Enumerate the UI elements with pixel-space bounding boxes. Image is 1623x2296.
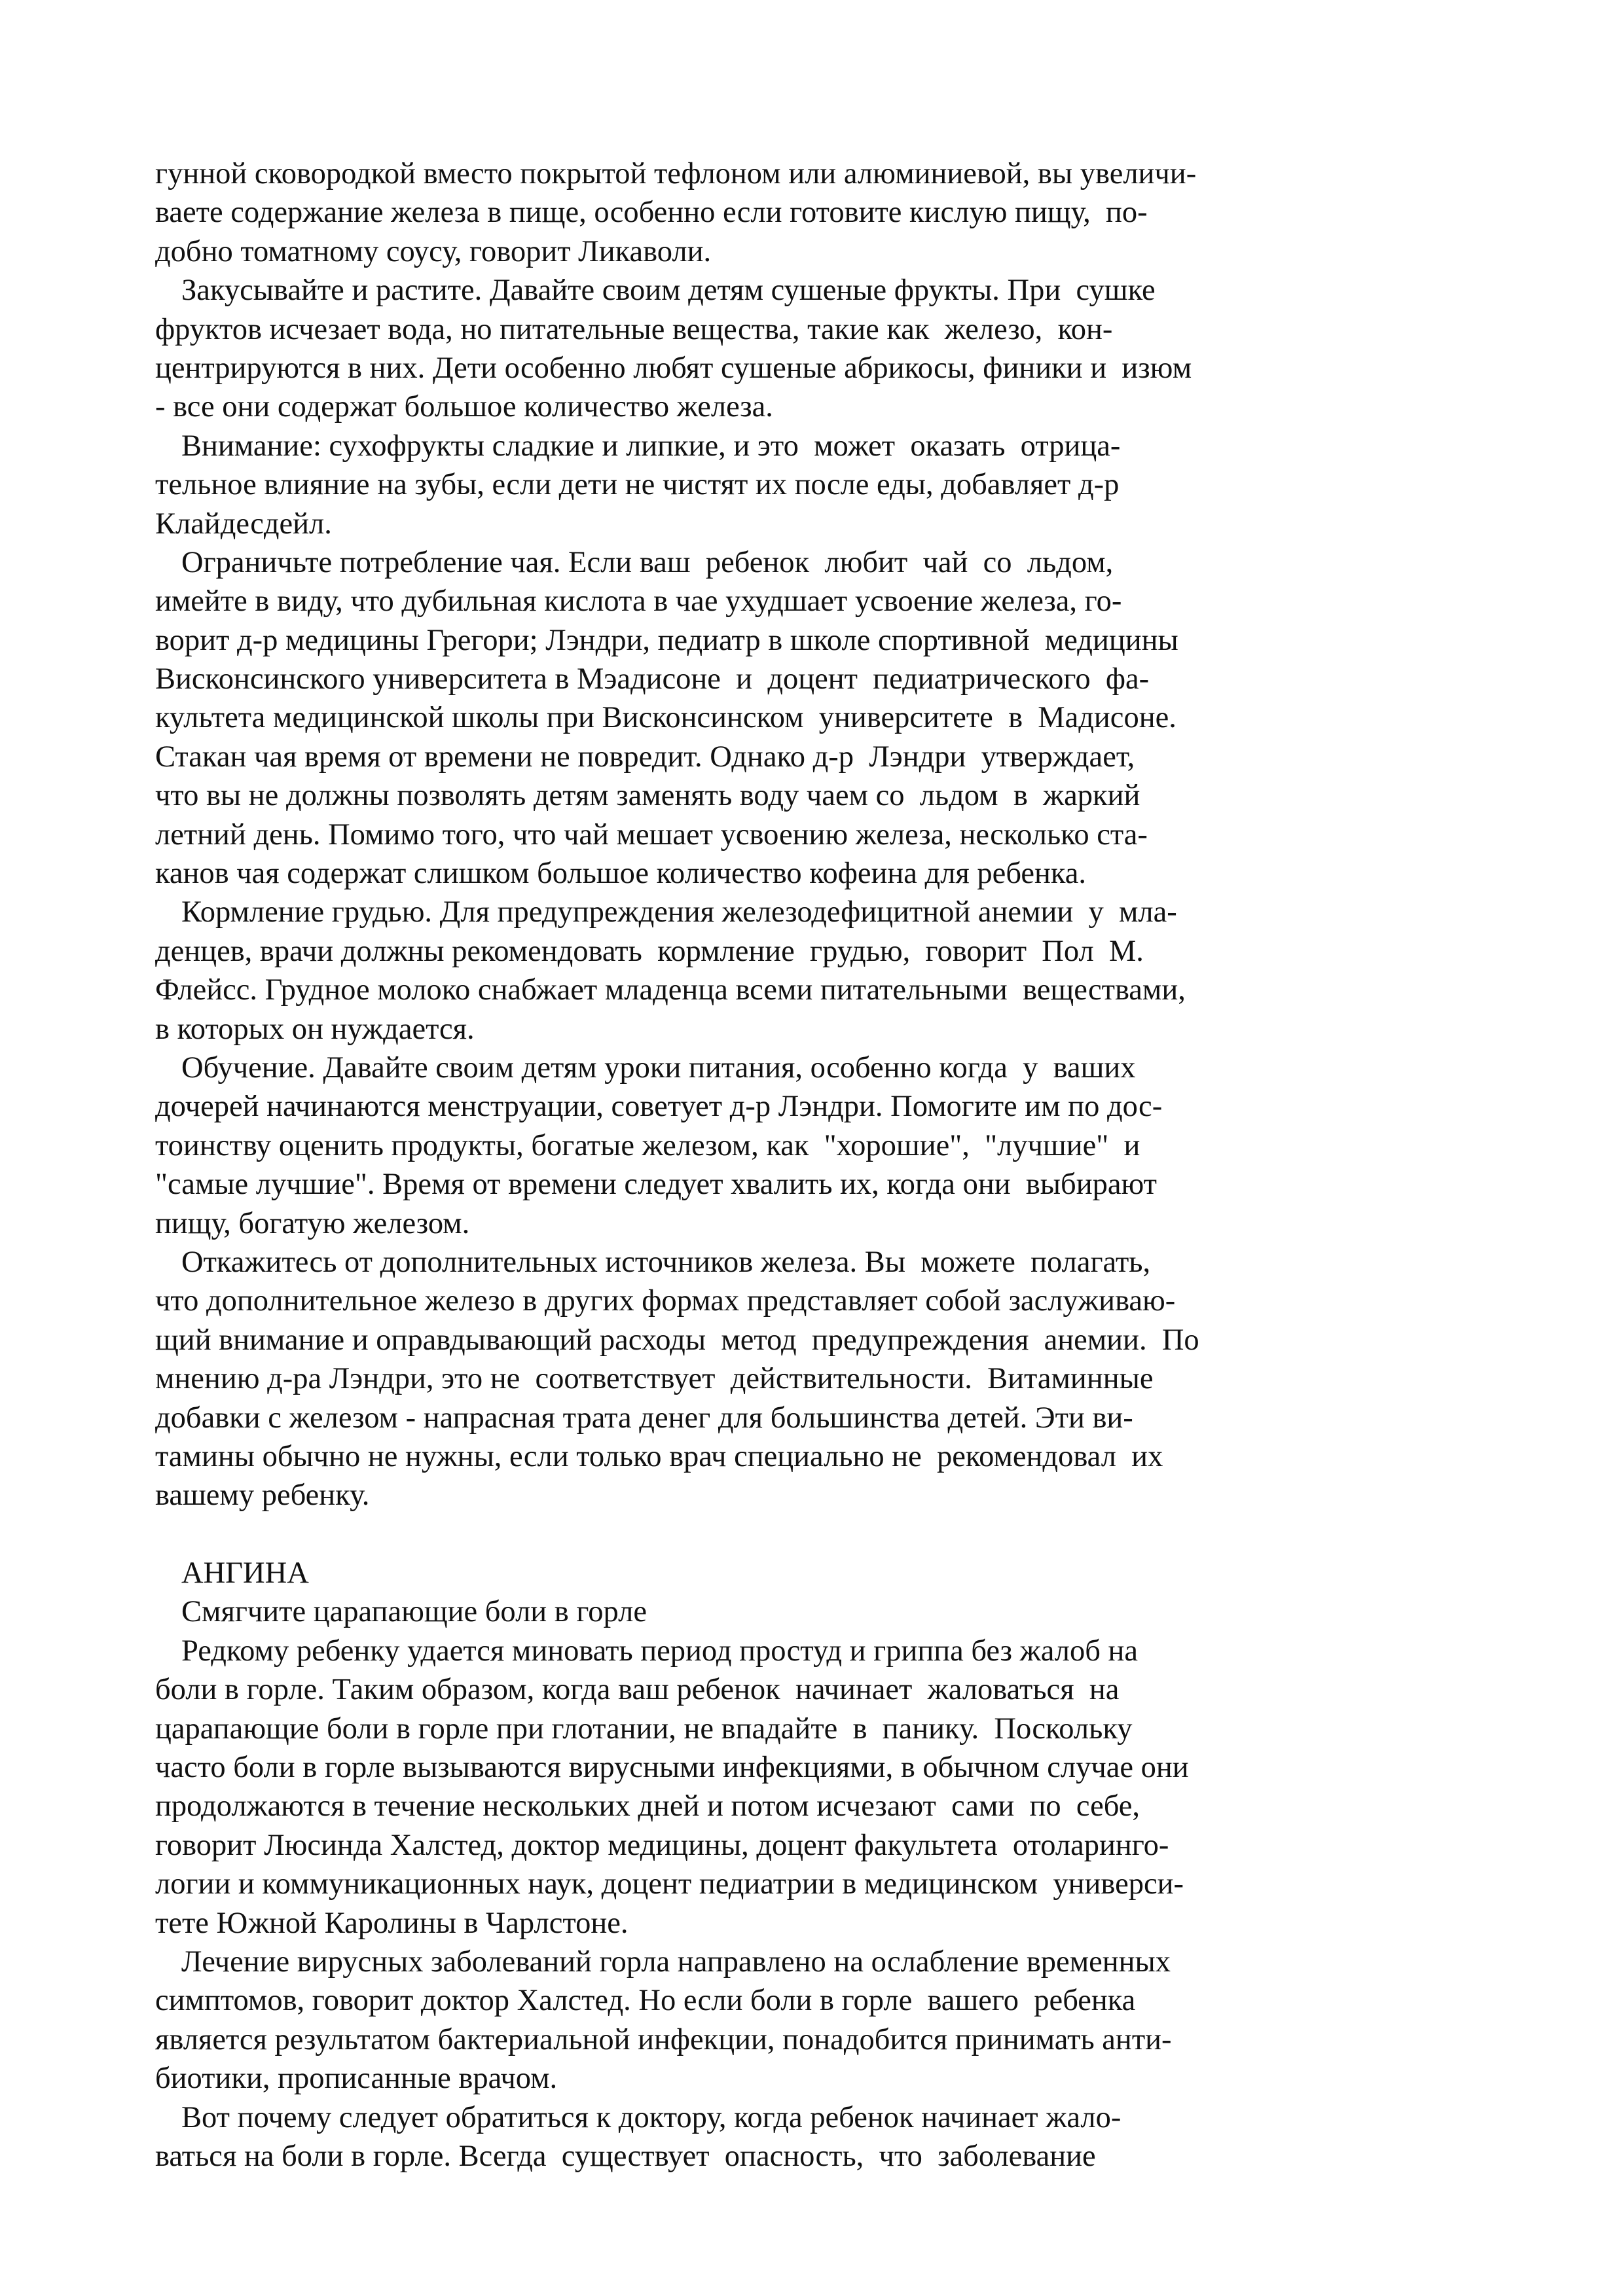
text-line: боли в горле. Таким образом, когда ваш ребенок начинает жаловаться на [155, 1673, 1120, 1707]
paragraph-education [155, 1049, 1307, 1243]
paragraph-breastfeeding [155, 893, 1307, 1049]
text-line: ворит д-р медицины Грегори; Лэндри, педиатр в школе спортивной медицины [155, 623, 1178, 657]
text-line: Клайдесдейл. [155, 507, 332, 541]
text-line: тельное влияние на зубы, если дети не чистят их после еды, добавляет д-р [155, 468, 1120, 502]
text-line: Стакан чая время от времени не повредит. Однако д-р Лэндри утверждает, [155, 740, 1135, 774]
paragraph-angina-treatment [155, 1943, 1307, 2098]
text-line: - все они содержат большое количество железа. [155, 390, 773, 424]
text-line: щий внимание и оправдывающий расходы метод предупреждения анемии. По [155, 1323, 1199, 1357]
text-line: Кормление грудью. Для предупреждения железодефицитной анемии у мла- [181, 895, 1177, 929]
text-line: денцев, врачи должны рекомендовать кормление грудью, говорит Пол М. [155, 934, 1144, 968]
text-line: Лечение вирусных заболеваний горла направлено на ослабление временных [181, 1945, 1171, 1979]
text-line: гунной сковородкой вместо покрытой тефлоном или алюминиевой, вы увеличи- [155, 157, 1197, 190]
text-line: тете Южной Каролины в Чарлстоне. [155, 1906, 629, 1940]
text-line: что дополнительное железо в других формах представляет собой заслуживаю- [155, 1284, 1176, 1318]
text-line: тоинству оценить продукты, богатые железом, как "хорошие", "лучшие" и [155, 1128, 1140, 1162]
text-line: царапающие боли в горле при глотании, не впадайте в панику. Поскольку [155, 1712, 1133, 1746]
text-line: добавки с железом - напрасная трата денег для большинства детей. Эти ви- [155, 1401, 1133, 1435]
text-line: Закусывайте и растите. Давайте своим детям сушеные фрукты. При сушке [181, 274, 1156, 308]
blank-line [155, 1515, 1307, 1554]
text-line: канов чая содержат слишком большое количество кофеина для ребенка. [155, 857, 1087, 891]
text-line: Откажитесь от дополнительных источников железа. Вы можете полагать, [181, 1245, 1151, 1279]
text-line: тамины обычно не нужны, если только врач специально не рекомендовал их [155, 1439, 1163, 1473]
paragraph-supplements [155, 1243, 1307, 1515]
text-line: часто боли в горле вызываются вирусными инфекциями, в обычном случае они [155, 1751, 1189, 1785]
text-line: Редкому ребенку удается миновать период простуд и гриппа без жалоб на [181, 1634, 1139, 1668]
section-heading: АНГИНА [181, 1556, 309, 1590]
text-line: Обучение. Давайте своим детям уроки питания, особенно когда у ваших [181, 1050, 1136, 1085]
text-line: симптомов, говорит доктор Халстед. Но если боли в горле вашего ребенка [155, 1984, 1136, 2018]
text-line: культета медицинской школы при Висконсинском университете в Мадисоне. [155, 701, 1176, 735]
text-line: добно томатному соусу, говорит Ликаволи. [155, 234, 712, 268]
paragraph-tea [155, 543, 1307, 893]
text-line: мнению д-ра Лэндри, это не соответствует действительности. Витаминные [155, 1362, 1154, 1396]
text-line: продолжаются в течение нескольких дней и потом исчезают сами по себе, [155, 1789, 1140, 1823]
text-line: Ограничьте потребление чая. Если ваш ребенок любит чай со льдом, [181, 545, 1114, 579]
text-line: летний день. Помимо того, что чай мешает усвоению железа, несколько ста- [155, 817, 1148, 852]
text-line: логии и коммуникационных наук, доцент педиатрии в медицинском универси- [155, 1867, 1184, 1901]
text-line: дочерей начинаются менструации, советует д-р Лэндри. Помогите им по дос- [155, 1090, 1163, 1124]
text-line: Внимание: сухофрукты сладкие и липкие, и это может оказать отрица- [181, 429, 1121, 463]
paragraph-angina-doctor [155, 2098, 1307, 2176]
text-line: биотики, прописанные врачом. [155, 2062, 558, 2096]
text-line: фруктов исчезает вода, но питательные вещества, такие как железо, кон- [155, 312, 1113, 346]
document-page [155, 154, 1307, 2176]
text-line: ваете содержание железа в пище, особенно если готовите кислую пищу, по- [155, 196, 1148, 230]
text-line: вашему ребенку. [155, 1479, 370, 1513]
text-line: в которых он нуждается. [155, 1012, 475, 1046]
text-line: Вот почему следует обратиться к доктору, когда ребенок начинает жало- [181, 2100, 1122, 2134]
text-line: Флейсс. Грудное молоко снабжает младенца всеми питательными веществами, [155, 973, 1186, 1007]
paragraph-attention [155, 427, 1307, 543]
text-line: что вы не должны позволять детям заменять воду чаем со льдом в жаркий [155, 779, 1140, 813]
text-line: пищу, богатую железом. [155, 1206, 470, 1240]
text-line: говорит Люсинда Халстед, доктор медицины, доцент факультета отоларинго- [155, 1828, 1169, 1862]
text-line: имейте в виду, что дубильная кислота в чае ухудшает усвоение железа, го- [155, 584, 1122, 619]
text-line: ваться на боли в горле. Всегда существует опасность, что заболевание [155, 2139, 1096, 2173]
paragraph-snacks [155, 271, 1307, 427]
section-subheading: Смягчите царапающие боли в горле [181, 1595, 647, 1629]
text-line: Висконсинского университета в Мэадисоне и доцент педиатрического фа- [155, 662, 1150, 696]
text-line: является результатом бактериальной инфекции, понадобится принимать анти- [155, 2022, 1172, 2056]
text-line: центрируются в них. Дети особенно любят сушеные абрикосы, финики и изюм [155, 351, 1192, 385]
text-line: "самые лучшие". Время от времени следует хвалить их, когда они выбирают [155, 1168, 1157, 1202]
paragraph-angina-intro [155, 1632, 1307, 1943]
paragraph-intro [155, 154, 1307, 271]
